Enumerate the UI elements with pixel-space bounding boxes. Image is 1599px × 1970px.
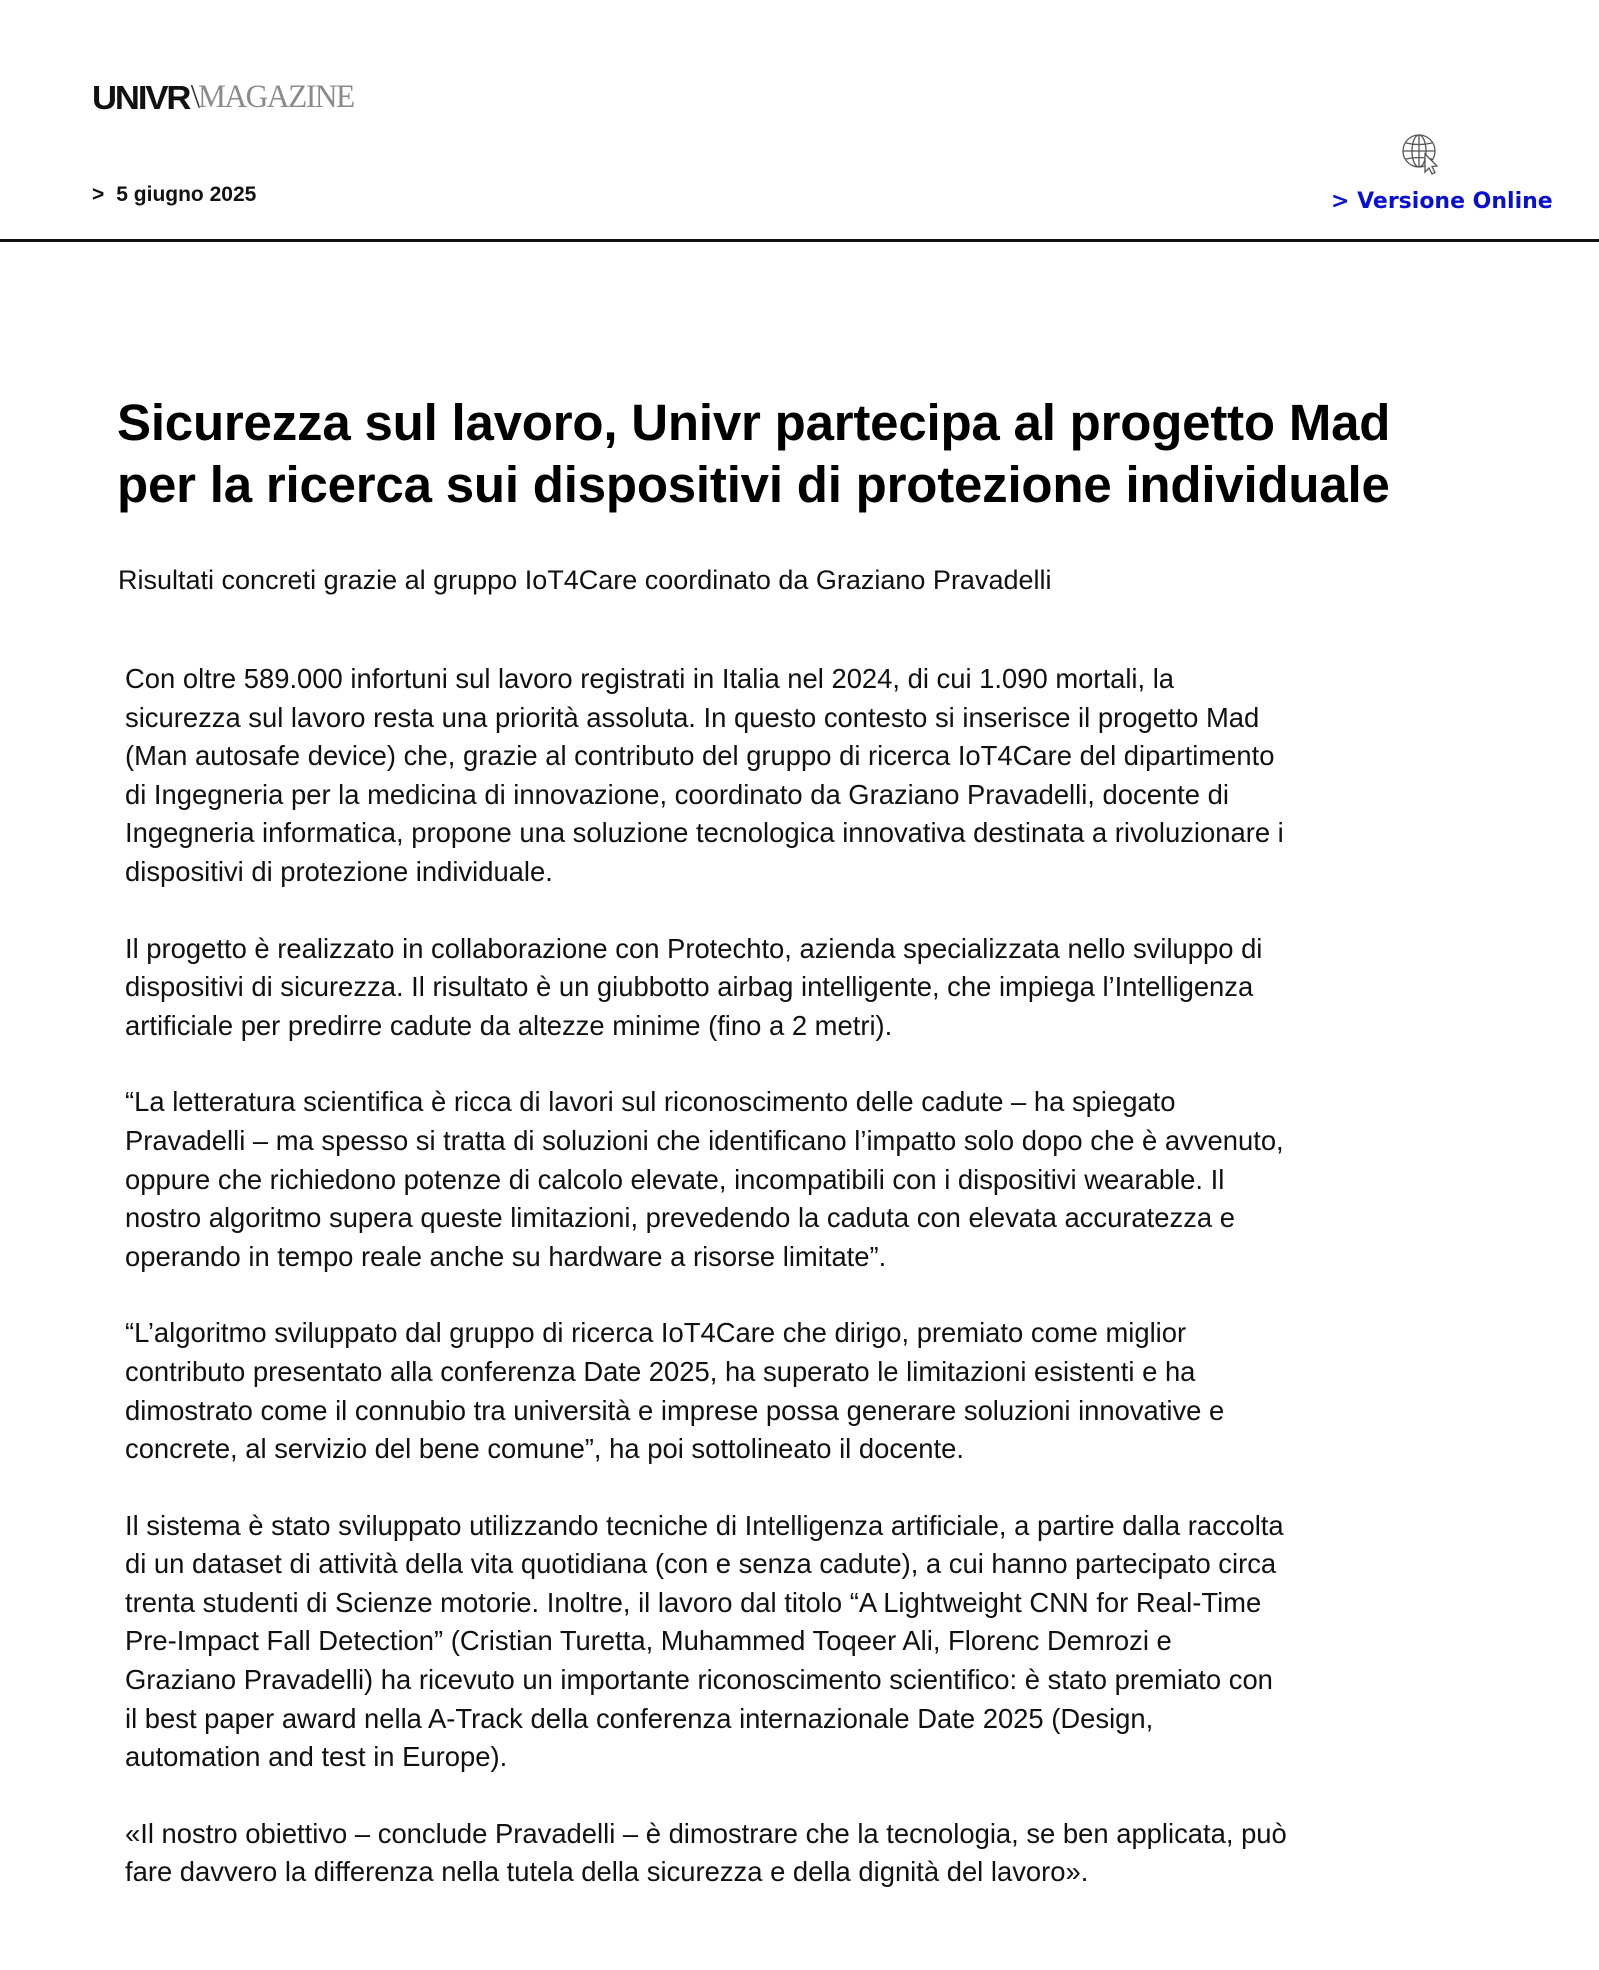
header-divider [0,239,1599,242]
paragraph-line: automation and test in Europe). [125,1741,508,1773]
paragraph-line: dispositivi di protezione individuale. [125,855,553,887]
article-subtitle: Risultati concreti grazie al gruppo IoT4Care coordinato da Graziano Pravadelli [118,565,1052,595]
article-paragraph [125,660,1525,892]
paragraph-line: contributo presentato alla conferenza Date 2025, ha superato le limitazioni esistenti e ha [125,1355,1196,1387]
article-body [125,660,1525,1930]
paragraph-line: il best paper award nella A-Track della conferenza internazionale Date 2025 (Design, [125,1702,1154,1734]
globe-cursor-icon[interactable] [1400,132,1444,176]
paragraph-line: dimostrato come il connubio tra università e imprese possa generare soluzioni innovative e [125,1394,1225,1426]
paragraph-line: Pre-Impact Fall Detection” (Cristian Turetta, Muhammed Toqeer Ali, Florenc Demrozi e [125,1625,1172,1657]
paragraph-line: dispositivi di sicurezza. Il risultato è un giubbotto airbag intelligente, che impiega l’Intelligenza [125,971,1254,1003]
logo-univr: UNIVR [92,79,190,116]
paragraph-line: concrete, al servizio del bene comune”, ha poi sottolineato il docente. [125,1433,964,1465]
paragraph-line: «Il nostro obiettivo – conclude Pravadelli – è dimostrare che la tecnologia, se ben applicata, può [125,1817,1287,1849]
logo-separator: \ [190,78,201,115]
paragraph-line: Il sistema è stato sviluppato utilizzando tecniche di Intelligenza artificiale, a partire dalla raccolta [125,1509,1284,1541]
paragraph-line: “La letteratura scientifica è ricca di lavori sul riconoscimento delle cadute – ha spiegato [125,1086,1176,1118]
article-paragraph [125,1314,1525,1468]
article-paragraph [125,1083,1525,1276]
paragraph-line: “L’algoritmo sviluppato dal gruppo di ricerca IoT4Care che dirigo, premiato come miglior [125,1317,1187,1349]
paragraph-line: di Ingegneria per la medicina di innovazione, coordinato da Graziano Pravadelli, docente di [125,778,1229,810]
paragraph-line: Pravadelli – ma spesso si tratta di soluzioni che identificano l’impatto solo dopo che è avvenuto, [125,1124,1284,1156]
paragraph-line: Con oltre 589.000 infortuni sul lavoro registrati in Italia nel 2024, di cui 1.090 mortali, la [125,663,1175,694]
article-paragraph [125,930,1525,1046]
date-text: 5 giugno 2025 [116,183,257,206]
title-line: Sicurezza sul lavoro, Univr partecipa al progetto Mad [117,394,1391,451]
univr-magazine-logo[interactable] [92,78,362,114]
chevron-right-icon: > [92,183,105,206]
paragraph-line: sicurezza sul lavoro resta una priorità assoluta. In questo contesto si inserisce il progetto Mad [125,701,1260,733]
paragraph-line: nostro algoritmo supera queste limitazioni, prevedendo la caduta con elevata accuratezza e [125,1202,1235,1234]
paragraph-line: fare davvero la differenza nella tutela della sicurezza e della dignità del lavoro». [125,1856,1089,1888]
article-paragraph [125,1507,1525,1777]
paragraph-line: di un dataset di attività della vita quotidiana (con e senza cadute), a cui hanno partecipato circa [125,1548,1277,1580]
paragraph-line: operando in tempo reale anche su hardware a risorse limitate”. [125,1240,887,1272]
publication-date [92,183,256,207]
paragraph-line: oppure che richiedono potenze di calcolo elevate, incompatibili con i dispositivi wearable. Il [125,1163,1225,1195]
paragraph-line: trenta studenti di Scienze motorie. Inoltre, il lavoro dal titolo “A Lightweight CNN for Real-Time [125,1586,1262,1618]
paragraph-line: (Man autosafe device) che, grazie al contributo del gruppo di ricerca IoT4Care del dipartimento [125,740,1275,772]
article-title [117,392,1517,516]
paragraph-line: Il progetto è realizzato in collaborazione con Protechto, azienda specializzata nello sviluppo di [125,932,1263,964]
article-paragraph [125,1815,1525,1892]
online-version-link[interactable]: > Versione Online [1331,189,1553,214]
title-line: per la ricerca sui dispositivi di protezione individuale [117,456,1390,513]
paragraph-line: artificiale per predirre cadute da altezze minime (fino a 2 metri). [125,1009,893,1041]
logo-magazine: MAGAZINE [198,79,354,115]
paragraph-line: Ingegneria informatica, propone una soluzione tecnologica innovativa destinata a rivoluzionare i [125,817,1284,849]
paragraph-line: Graziano Pravadelli) ha ricevuto un importante riconoscimento scientifico: è stato premiato con [125,1664,1273,1696]
